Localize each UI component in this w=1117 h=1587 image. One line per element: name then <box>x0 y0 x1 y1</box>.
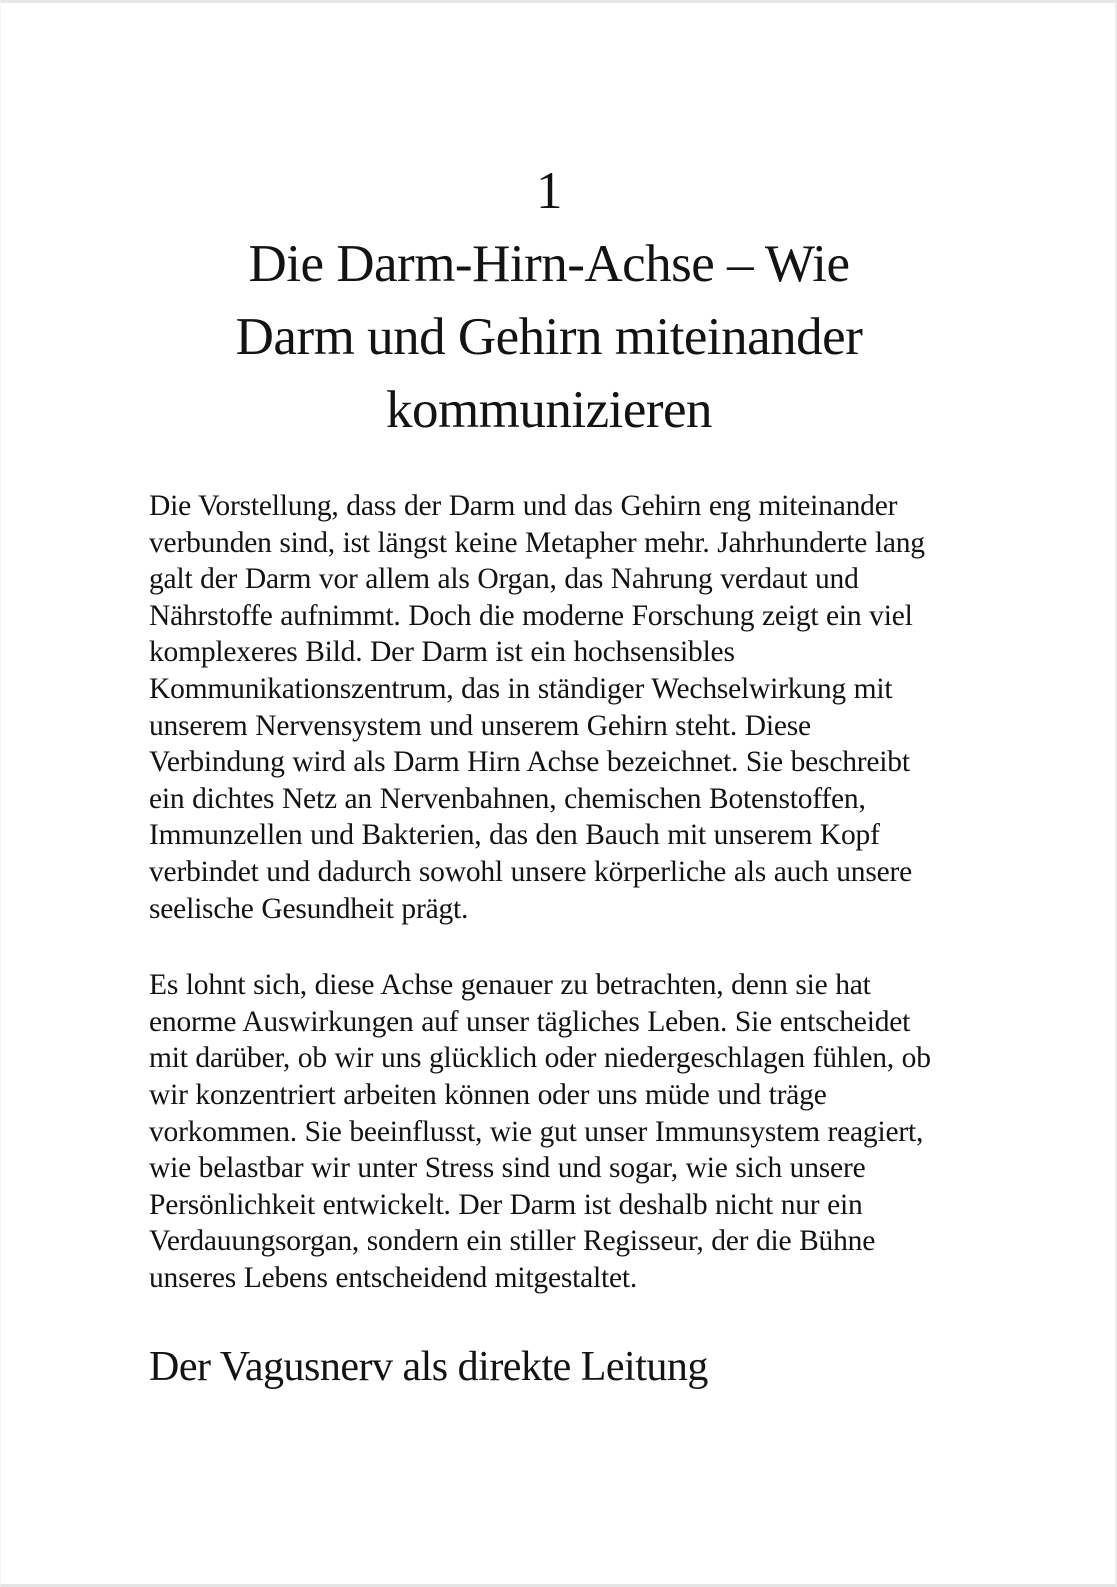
chapter-heading <box>149 155 949 447</box>
chapter-title <box>149 228 949 447</box>
page-content <box>149 155 949 1392</box>
chapter-title-line-2: Darm und Gehirn miteinander <box>235 308 863 366</box>
chapter-title-line-1: Die Darm-Hirn-Achse – Wie <box>248 235 850 293</box>
chapter-number: 1 <box>536 162 562 220</box>
body-paragraph-2: Es lohnt sich, diese Achse genauer zu betrachten, denn sie hat enorme Auswirkungen auf unser tägliches Leben. Sie entscheidet mit darüber, ob wir uns glücklich oder niedergeschlagen fühlen, ob wir konzentriert arbeiten können oder uns müde und träge vorkommen. Sie beeinflusst, wie gut unser Immunsystem reagiert, wie belastbar wir unter Stress sind und sogar, wie sich unsere Persönlichkeit entwickelt. Der Darm ist deshalb nicht nur ein Verdauungsorgan, sondern ein stiller Regisseur, der die Bühne unseres Lebens entscheidend mitgestaltet. <box>149 969 931 1294</box>
section-heading: Der Vagusnerv als direkte Leitung <box>149 1344 708 1391</box>
body-paragraph-1: Die Vorstellung, dass der Darm und das Gehirn eng miteinander verbunden sind, ist längst keine Metapher mehr. Jahrhunderte lang galt der Darm vor allem als Organ, das Nahrung verdaut und Nährstoffe aufnimmt. Doch die moderne Forschung zeigt ein viel komplexeres Bild. Der Darm ist ein hochsensibles Kommunikationszentrum, das in ständiger Wechselwirkung mit unserem Nervensystem und unserem Gehirn steht. Diese Verbindung wird als Darm Hirn Achse bezeichnet. Sie beschreibt ein dichtes Netz an Nervenbahnen, chemischen Botenstoffen, Immunzellen und Bakterien, das den Bauch mit unserem Kopf verbindet und dadurch sowohl unsere körperliche als auch unsere seelische Gesundheit prägt. <box>149 490 925 925</box>
chapter-title-line-3: kommunizieren <box>385 381 713 439</box>
